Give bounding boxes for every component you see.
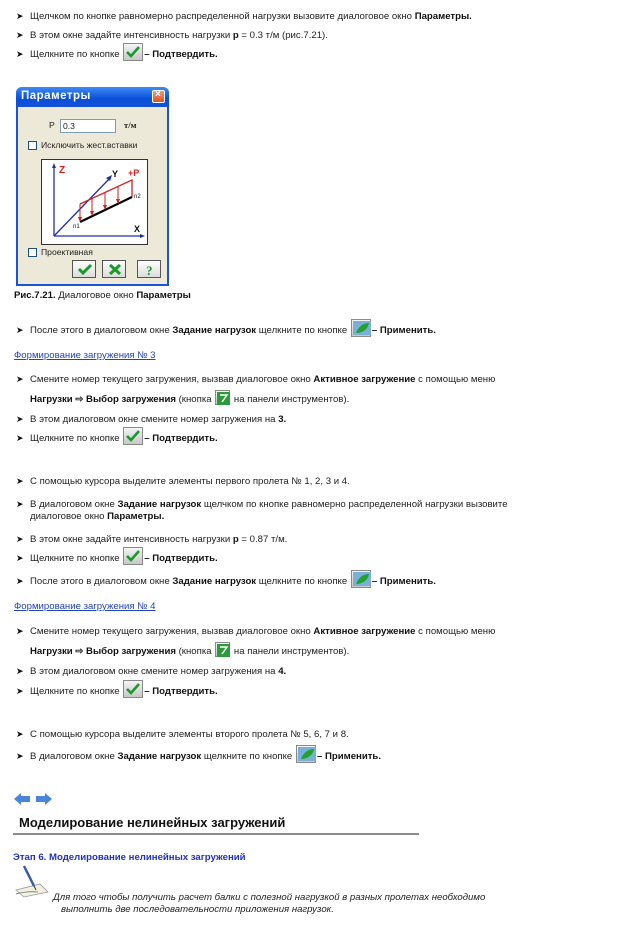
select-load-button-icon xyxy=(215,642,230,657)
bullet-item: ➤ В диалоговом окне Задание нагрузок щелкните по кнопке – Применить. xyxy=(16,750,381,763)
svg-text:?: ? xyxy=(146,263,153,276)
load-diagram-graphic xyxy=(42,160,147,244)
load-p-label: +P xyxy=(128,168,140,178)
bullet-item: ➤ В этом окне задайте интенсивность нагрузки p = 0.3 т/м (рис.7.21). xyxy=(16,30,328,41)
bullet-item: ➤ Щелчком по кнопке равномерно распределенной нагрузки вызовите диалоговое окно Параметры. xyxy=(16,11,472,22)
dialog-titlebar[interactable] xyxy=(16,87,169,107)
projective-checkbox[interactable] xyxy=(28,248,37,257)
bullet-arrow-icon: ➤ xyxy=(16,576,24,587)
section-heading: Моделирование нелинейных загружений xyxy=(19,815,286,830)
nav-arrows xyxy=(14,792,56,809)
z-axis-label: Z xyxy=(59,165,66,176)
help-button[interactable] xyxy=(137,260,161,278)
bullet-item: ➤ С помощью курсора выделите элементы первого пролета № 1, 2, 3 и 4. xyxy=(16,476,350,487)
confirm-button-icon xyxy=(123,427,143,445)
unit-label: т/м xyxy=(124,120,137,130)
dialog-title: Параметры xyxy=(21,90,91,102)
question-icon xyxy=(142,263,158,276)
bullet-arrow-icon: ➤ xyxy=(16,11,24,21)
exclude-rigid-inserts-checkbox[interactable] xyxy=(28,141,37,150)
bullet-item: ➤ В диалоговом окне Задание нагрузок щелчком по кнопке равномерно распределенной нагрузки вызовите xyxy=(16,499,508,510)
figure-caption: Рис.7.21. Диалоговое окно Параметры xyxy=(14,290,191,301)
confirm-button-icon xyxy=(123,680,143,698)
bullet-arrow-icon: ➤ xyxy=(16,499,24,509)
close-button[interactable] xyxy=(152,90,165,103)
bullet-continuation: диалоговое окно Параметры. xyxy=(30,511,165,522)
bullet-arrow-icon: ➤ xyxy=(16,374,24,384)
bullet-arrow-icon: ➤ xyxy=(16,666,24,676)
cross-icon xyxy=(107,263,123,276)
bullet-arrow-icon: ➤ xyxy=(16,686,24,697)
load-3-link[interactable]: Формирование загружения № 3 xyxy=(14,350,156,361)
bullet-item: ➤ Смените номер текущего загружения, вызвав диалоговое окно Активное загружение с помощью меню xyxy=(16,374,496,385)
bullet-arrow-icon: ➤ xyxy=(16,325,24,336)
bullet-item: ➤ Щелкните по кнопке – Подтвердить. xyxy=(16,432,218,445)
apply-button-icon xyxy=(351,319,371,337)
bullet-arrow-icon: ➤ xyxy=(16,49,24,60)
bullet-item: ➤ С помощью курсора выделите элементы второго пролета № 5, 6, 7 и 8. xyxy=(16,729,349,740)
bullet-item: ➤ После этого в диалоговом окне Задание нагрузок щелкните по кнопке – Применить. xyxy=(16,575,436,588)
note-text: Для того чтобы получить расчет балки с полезной нагрузкой в разных пролетах необходимо выполнить две последовательности приложения нагрузок. xyxy=(53,892,486,915)
bullet-arrow-icon: ➤ xyxy=(16,476,24,486)
bullet-arrow-icon: ➤ xyxy=(16,534,24,544)
apply-button-icon xyxy=(351,570,371,588)
projective-label: Проективная xyxy=(41,247,93,257)
select-load-button-icon xyxy=(215,390,230,405)
p-value-input[interactable]: 0.3 xyxy=(60,119,116,133)
x-axis-label: X xyxy=(134,224,141,234)
bullet-item: ➤ После этого в диалоговом окне Задание нагрузок щелкните по кнопке – Применить. xyxy=(16,324,436,337)
bullet-arrow-icon: ➤ xyxy=(16,751,24,762)
bullet-arrow-icon: ➤ xyxy=(16,433,24,444)
bullet-item: ➤ Щелкните по кнопке – Подтвердить. xyxy=(16,685,218,698)
bullet-arrow-icon: ➤ xyxy=(16,30,24,40)
next-arrow-icon[interactable] xyxy=(36,793,52,805)
load-4-link[interactable]: Формирование загружения № 4 xyxy=(14,601,156,612)
bullet-arrow-icon: ➤ xyxy=(16,553,24,564)
ok-button[interactable] xyxy=(72,260,96,278)
prev-arrow-icon[interactable] xyxy=(14,793,30,805)
bullet-arrow-icon: ➤ xyxy=(16,414,24,424)
load-diagram xyxy=(41,159,148,245)
bullet-item: ➤ Щелкните по кнопке – Подтвердить. xyxy=(16,48,218,61)
p-label: P xyxy=(49,120,55,130)
confirm-button-icon xyxy=(123,547,143,565)
cancel-button[interactable] xyxy=(102,260,126,278)
confirm-button-icon xyxy=(123,43,143,61)
bullet-item: ➤ В этом диалоговом окне смените номер загружения на 3. xyxy=(16,414,287,425)
check-icon xyxy=(77,263,93,276)
bullet-continuation: Нагрузки ⇨ Выбор загружения (кнопка на панели инструментов). xyxy=(30,645,349,658)
parameters-dialog xyxy=(16,87,169,286)
exclude-rigid-inserts-label: Исключить жест.вставки xyxy=(41,140,138,150)
y-axis-label: Y xyxy=(112,169,119,179)
bullet-arrow-icon: ➤ xyxy=(16,626,24,636)
node-n2-label: n2 xyxy=(134,194,141,200)
bullet-item: ➤ Щелкните по кнопке – Подтвердить. xyxy=(16,552,218,565)
apply-button-icon xyxy=(296,745,316,763)
bullet-item: ➤ В этом диалоговом окне смените номер загружения на 4. xyxy=(16,666,287,677)
bullet-arrow-icon: ➤ xyxy=(16,729,24,739)
bullet-item: ➤ В этом окне задайте интенсивность нагрузки p = 0.87 т/м. xyxy=(16,534,288,545)
bullet-continuation: Нагрузки ⇨ Выбор загружения (кнопка на панели инструментов). xyxy=(30,393,349,406)
close-icon: × xyxy=(155,89,162,100)
bullet-item: ➤ Смените номер текущего загружения, вызвав диалоговое окно Активное загружение с помощью меню xyxy=(16,626,496,637)
note-pen-icon xyxy=(14,864,50,901)
stage-title: Этап 6. Моделирование нелинейных загружений xyxy=(13,852,246,863)
node-n1-label: n1 xyxy=(73,224,80,230)
heading-rule xyxy=(13,833,419,835)
